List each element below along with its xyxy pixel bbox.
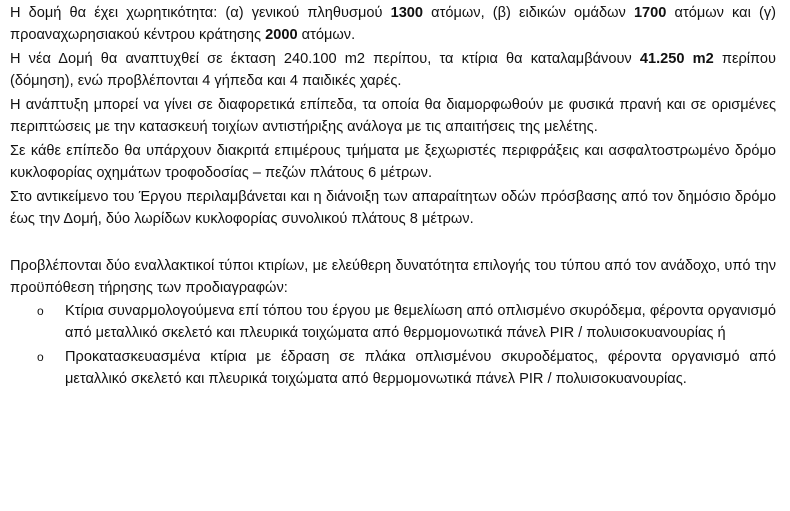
sections-paragraph: Σε κάθε επίπεδο θα υπάρχουν διακριτά επιμέρους τμήματα με ξεχωριστές περιφράξεις και ασφαλτοστρωμένο δρόμο κυκλοφορίας οχημάτων τροφοδοσίας – πεζών πλάτους 6 μέτρων.	[10, 143, 776, 181]
list-item-text: Κτίρια συναρμολογούμενα επί τόπου του έργου με θεμελίωση από οπλισμένο σκυρόδεμα, φέροντα οργανισμό από μεταλλικό σκελετό και πλευρικά τοιχώματα από θερμομονωτικά πάνελ PIR / πολυισοκυανουρίας ή	[65, 303, 776, 341]
detention-center-count: 2000	[265, 26, 298, 43]
building-types-paragraph: Προβλέπονται δύο εναλλακτικοί τύποι κτιρίων, με ελεύθερη δυνατότητα επιλογής του τύπου από τον ανάδοχο, υπό την προϋπόθεση τήρησης των προδιαγραφών:	[10, 258, 776, 296]
access-roads-paragraph: Στο αντικείμενο του Έργου περιλαμβάνεται και η διάνοιξη των απαραίτητων οδών πρόσβασης από τον δημόσιο δρόμο έως την Δομή, δύο λωρίδων κυκλοφορίας συνολικού πλάτους 8 μέτρων.	[10, 189, 776, 227]
capacity-paragraph	[10, 3, 776, 46]
general-population-count: 1300	[390, 5, 424, 21]
bullet-marker: o	[37, 304, 44, 318]
building-area-value: 41.250 m2	[639, 51, 714, 67]
capacity-text-1: Η δομή θα έχει χωρητικότητα: (α) γενικού πληθυσμού	[10, 5, 391, 21]
capacity-text-2: ατόμων, (β) ειδικών ομάδων	[423, 5, 634, 21]
special-groups-count: 1700	[633, 5, 667, 21]
area-text-2: περίπου (δόμηση), ενώ προβλέπονται 4 γήπεδα και 4 παιδικές χαρές.	[10, 51, 776, 89]
list-item	[10, 301, 776, 344]
bullet-marker: o	[37, 350, 44, 364]
list-item-text: Προκατασκευασμένα κτίρια με έδραση σε πλάκα οπλισμένου σκυροδέματος, φέροντα οργανισμό από μεταλλικό σκελετό και πλευρικά τοιχώματα από θερμομονωτικά πάνελ PIR / πολυισοκυανουρίας.	[65, 349, 776, 387]
list-item	[10, 347, 776, 390]
area-text-1: Η νέα Δομή θα αναπτυχθεί σε έκταση 240.100 m2 περίπου, τα κτίρια θα καταλαμβάνουν	[10, 51, 640, 67]
building-types-list	[10, 301, 776, 390]
area-paragraph	[10, 49, 776, 92]
capacity-text-3: ατόμων και (γ) προαναχωρησιακού κέντρου κράτησης	[10, 5, 776, 43]
capacity-text-4: ατόμων.	[297, 26, 356, 43]
levels-paragraph: Η ανάπτυξη μπορεί να γίνει σε διαφορετικά επίπεδα, τα οποία θα διαμορφωθούν με φυσικά πρανή και σε ορισμένες περιπτώσεις με την κατασκευή τοιχίων αντιστήριξης ανάλογα με τις απαιτήσεις της μελέτης.	[10, 97, 776, 135]
